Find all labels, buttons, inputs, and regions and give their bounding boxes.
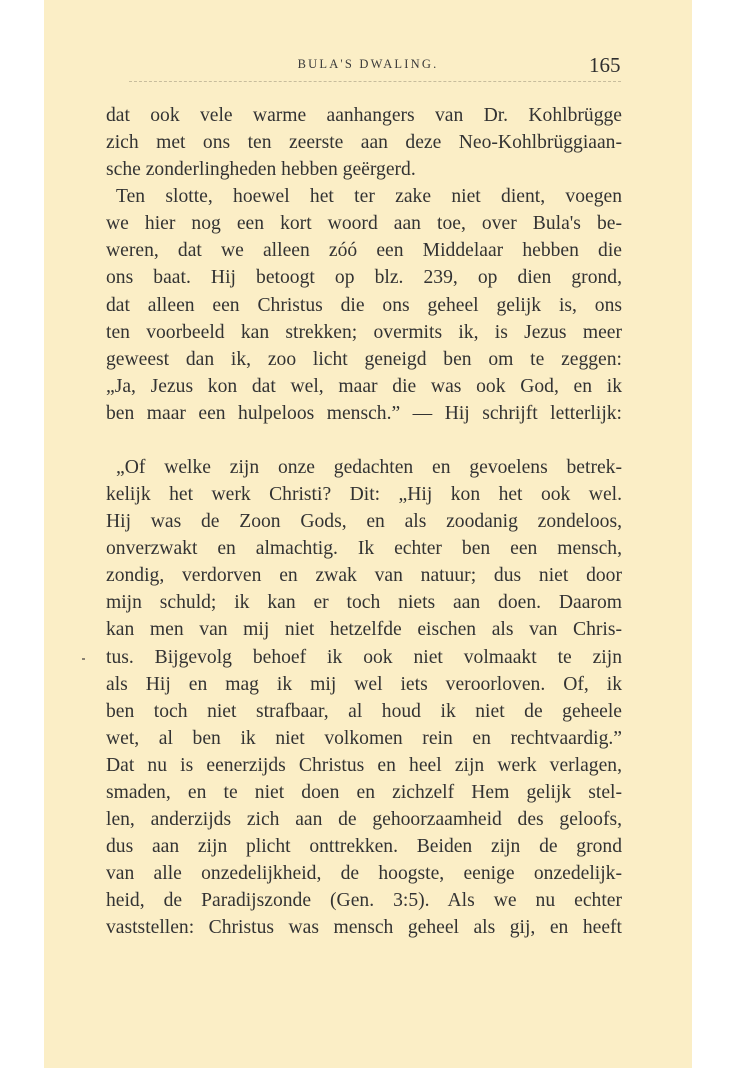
text-line: ben maar een hulpeloos mensch.” — Hij schrijft letterlijk:: [106, 402, 622, 424]
text-line: dat ook vele warme aanhangers van Dr. Kohlbrügge: [106, 105, 622, 126]
text-line: ben toch niet strafbaar, al houd ik niet de geheele: [106, 700, 622, 722]
text-line: heid, de Paradijszonde (Gen. 3:5). Als we nu echter: [106, 890, 622, 912]
text-line: smaden, en te niet doen en zichzelf Hem gelijk stel-: [106, 781, 622, 803]
text-line: zich met ons ten zeerste aan deze Neo-Kohlbrüggiaan-: [106, 132, 622, 154]
text-line: onverzwakt en almachtig. Ik echter ben een mensch,: [106, 538, 622, 560]
text-line: mijn schuld; ik kan er toch niets aan doen. Daarom: [106, 592, 622, 614]
text-line: vaststellen: Christus was mensch geheel als gij, en heeft: [106, 917, 622, 939]
text-line: ons baat. Hij betoogt op blz. 239, op dien grond,: [106, 267, 622, 289]
text-line: Dat nu is eenerzijds Christus en heel zijn werk verlagen,: [106, 754, 622, 776]
text-line: sche zonderlingheden hebben geërgerd.: [106, 159, 416, 181]
page-header: [44, 55, 692, 79]
text-line: als Hij en mag ik mij wel iets veroorloven. Of, ik: [106, 673, 622, 695]
book-page: [44, 0, 692, 1068]
header-rule: [129, 81, 621, 82]
text-line: geweest dan ik, zoo licht geneigd ben om te zeggen:: [106, 348, 622, 370]
body-text: [106, 102, 622, 941]
text-line: kelijk het werk Christi? Dit: „Hij kon het ook wel.: [106, 484, 622, 506]
text-line: dat alleen een Christus die ons geheel gelijk is, ons: [106, 294, 622, 316]
text-line: tus. Bijgevolg behoef ik ook niet volmaakt te zijn: [106, 646, 622, 668]
paragraph-gap: [106, 427, 622, 454]
text-line: zondig, verdorven en zwak van natuur; dus niet door: [106, 565, 622, 587]
text-line: weren, dat we alleen zóó een Middelaar hebben die: [106, 240, 622, 262]
text-line: „Of welke zijn onze gedachten en gevoelens betrek-: [116, 457, 622, 479]
text-line: wet, al ben ik niet volkomen rein en rechtvaardig.”: [106, 727, 622, 749]
page-number: 165: [589, 53, 621, 77]
text-line: kan men van mij niet hetzelfde eischen als van Chris-: [106, 619, 622, 641]
running-title: BULA'S DWALING.: [297, 57, 439, 71]
text-line: dus aan zijn plicht onttrekken. Beiden zijn de grond: [106, 836, 622, 858]
text-line: Ten slotte, hoewel het ter zake niet dient, voegen: [116, 186, 622, 208]
text-line: „Ja, Jezus kon dat wel, maar die was ook God, en ik: [106, 375, 622, 397]
text-line: van alle onzedelijkheid, de hoogste, eenige onzedelijk-: [106, 863, 622, 885]
text-line: len, anderzijds zich aan de gehoorzaamheid des geloofs,: [106, 809, 622, 831]
text-line: ten voorbeeld kan strekken; overmits ik, is Jezus meer: [106, 321, 622, 343]
text-line: Hij was de Zoon Gods, en als zoodanig zondeloos,: [106, 511, 622, 533]
text-line: we hier nog een kort woord aan toe, over Bula's be-: [106, 213, 622, 235]
paper-speck: [82, 658, 85, 660]
